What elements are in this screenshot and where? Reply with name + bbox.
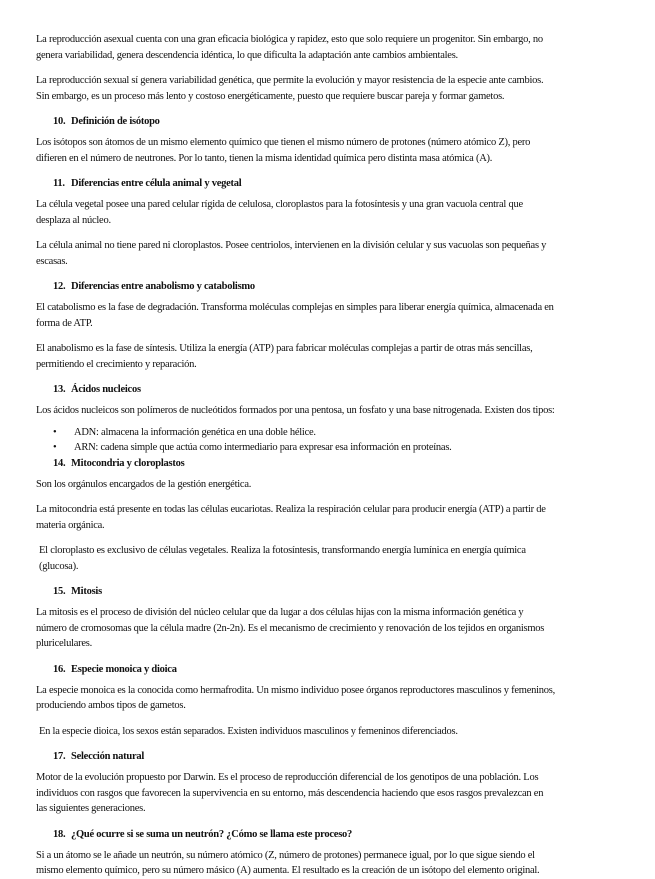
section-heading-13 bbox=[36, 382, 555, 397]
section-number: 18. bbox=[53, 828, 66, 840]
paragraph-animal-cell: La célula animal no tiene pared ni cloroplastos. Posee centriolos, intervienen en la división celular y sus vacuolas son pequeñas y escasas. bbox=[36, 240, 547, 267]
section-title: Mitosis bbox=[71, 586, 102, 597]
paragraph-organelles: Son los orgánulos encargados de la gestión energética. bbox=[36, 478, 252, 490]
section-number: 12. bbox=[53, 281, 66, 292]
section-heading-16 bbox=[36, 662, 555, 677]
list-item: • ADN: almacena la información genética en una doble hélice. bbox=[36, 425, 555, 441]
paragraph-asexual-reproduction: La reproducción asexual cuenta con una gran eficacia biológica y rapidez, esto que solo requiere un progenitor. Sin embargo, no genera variabilidad, genera descendencia idéntica, lo que dificulta la adaptación ante cambios ambientales. bbox=[36, 34, 543, 61]
section-number: 14. bbox=[53, 457, 66, 469]
section-number: 13. bbox=[53, 384, 66, 395]
section-heading-11 bbox=[36, 176, 555, 191]
section-title: ¿Qué ocurre si se suma un neutrón? ¿Cómo se llama este proceso? bbox=[71, 828, 353, 840]
list-item: • ARN: cadena simple que actúa como intermediario para expresar esa información en proteínas. bbox=[36, 440, 555, 456]
section-title: Especie monoica y dioica bbox=[71, 663, 177, 675]
section-heading-17 bbox=[36, 749, 555, 764]
section-heading-10 bbox=[36, 114, 555, 129]
section-title: Ácidos nucleicos bbox=[71, 384, 141, 395]
nucleic-acid-list bbox=[36, 425, 555, 456]
paragraph-catabolism: El catabolismo es la fase de degradación. Transforma moléculas complejas en simples para liberar energía química, almacenada en forma de ATP. bbox=[36, 302, 554, 329]
section-heading-12 bbox=[36, 279, 555, 294]
section-title: Selección natural bbox=[71, 751, 145, 762]
section-number: 16. bbox=[53, 663, 66, 675]
section-title: Diferencias entre anabolismo y catabolismo bbox=[71, 281, 255, 292]
section-heading-14 bbox=[36, 456, 555, 471]
section-heading-18 bbox=[36, 827, 555, 842]
section-number: 10. bbox=[53, 116, 66, 127]
paragraph-nucleic-acids: Los ácidos nucleicos son polímeros de nucleótidos formados por una pentosa, un fosfato y una base nitrogenada. Existen dos tipos: bbox=[36, 405, 555, 416]
paragraph-sexual-reproduction: La reproducción sexual sí genera variabilidad genética, que permite la evolución y mayor resistencia de la especie ante cambios. Sin embargo, es un proceso más lento y costoso energéticamente, puesto que requiere buscar pareja y formar gametos. bbox=[36, 75, 544, 102]
paragraph-anabolism: El anabolismo es la fase de síntesis. Utiliza la energía (ATP) para fabricar moléculas complejas a partir de otras más sencillas, permitiendo el crecimiento y reparación. bbox=[36, 343, 533, 370]
paragraph-neutron: Si a un átomo se le añade un neutrón, su número atómico (Z, número de protones) permanece igual, por lo que sigue siendo el mismo elemento químico, pero su número másico (A) aumenta. El resultado es la creación de un isótopo del elemento original. bbox=[36, 849, 540, 876]
section-title: Definición de isótopo bbox=[71, 116, 160, 127]
section-number: 15. bbox=[53, 586, 66, 597]
paragraph-isotope: Los isótopos son átomos de un mismo elemento químico que tienen el mismo número de protones (número atómico Z), pero difieren en el número de neutrones. Por lo tanto, tienen la misma identidad química pero distinta masa atómica (A). bbox=[36, 137, 531, 164]
paragraph-mitochondria: La mitocondria está presente en todas las células eucariotas. Realiza la respiración celular para producir energía (ATP) a partir de materia orgánica. bbox=[36, 504, 546, 531]
section-number: 17. bbox=[53, 751, 66, 762]
section-title: Diferencias entre célula animal y vegetal bbox=[71, 178, 242, 189]
paragraph-natural-selection: Motor de la evolución propuesto por Darwin. Es el proceso de reproducción diferencial de los genotipos de una población. Los individuos con rasgos que favorecen la supervivencia en su entorno, más descendencia haciendo que esos rasgos prevalezcan en las siguientes generaciones. bbox=[36, 772, 544, 814]
paragraph-plant-cell: La célula vegetal posee una pared celular rígida de celulosa, cloroplastos para la fotosíntesis y una gran vacuola central que desplaza al núcleo. bbox=[36, 199, 523, 226]
paragraph-dioecious: En la especie dioica, los sexos están separados. Existen individuos masculinos y femeninos diferenciados. bbox=[39, 725, 458, 737]
section-title: Mitocondria y cloroplastos bbox=[71, 457, 185, 469]
paragraph-monoecious: La especie monoica es la conocida como hermafrodita. Un mismo individuo posee órganos reproductores masculinos y femeninos, produciendo ambos tipos de gametos. bbox=[36, 684, 555, 711]
paragraph-mitosis: La mitosis es el proceso de división del núcleo celular que da lugar a dos células hijas con la misma información genética y número de cromosomas que la célula madre (2n-2n). Es el mecanismo de crecimiento y renovación de los tejidos en organismos pluricelulares. bbox=[36, 607, 545, 649]
section-number: 11. bbox=[53, 178, 65, 189]
section-heading-15 bbox=[36, 584, 555, 599]
paragraph-chloroplast: El cloroplasto es exclusivo de células vegetales. Realiza la fotosíntesis, transformando energía lumínica en energía química (glucosa). bbox=[39, 545, 526, 572]
